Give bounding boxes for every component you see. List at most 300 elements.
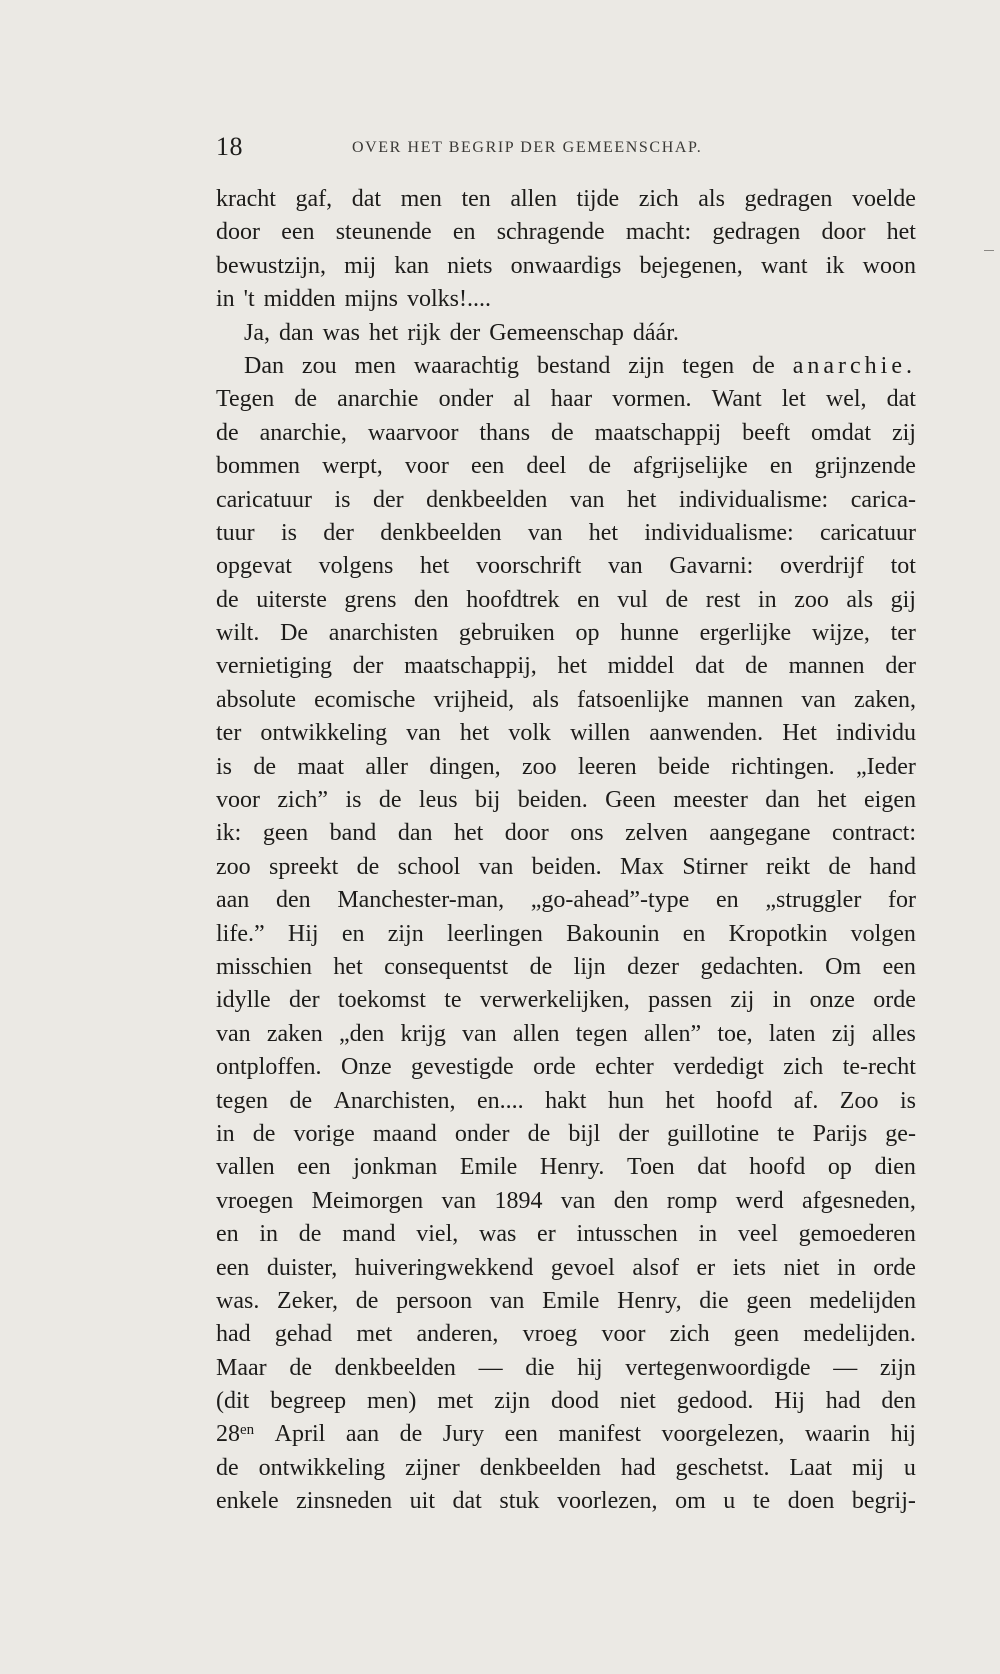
word: ontploffen. xyxy=(216,1054,322,1081)
word: bestand xyxy=(537,352,611,379)
word: Henry. xyxy=(539,1154,605,1181)
word: alles xyxy=(871,1020,916,1047)
text-line xyxy=(216,717,916,750)
word: „den xyxy=(339,1020,385,1047)
word: ik xyxy=(825,252,845,279)
word: de xyxy=(527,1120,551,1147)
word: allen” xyxy=(643,1020,702,1047)
word: anarchisten xyxy=(328,620,439,647)
word: mij xyxy=(851,1454,884,1481)
word: zoo xyxy=(216,853,251,880)
word: is xyxy=(334,486,351,513)
word: men) xyxy=(367,1388,417,1415)
word: het xyxy=(886,219,916,246)
word: niet xyxy=(783,1254,820,1281)
word: Onze xyxy=(340,1054,392,1081)
word: Gemeenschap xyxy=(489,319,624,346)
word: was. xyxy=(216,1287,260,1314)
word: vrijheid, xyxy=(433,686,515,713)
word: der xyxy=(323,519,354,546)
word: denkbeelden xyxy=(479,1454,601,1481)
word: want xyxy=(760,252,808,279)
word: hoofd xyxy=(716,1087,773,1114)
word: volgen xyxy=(850,920,916,947)
word: dan xyxy=(397,820,433,847)
word: Manchester-man, xyxy=(337,887,505,914)
word: contract: xyxy=(832,820,916,847)
word: maatschappij, xyxy=(404,653,537,680)
text-line xyxy=(216,1051,916,1084)
word: caricatuur xyxy=(820,519,916,546)
word: Jury xyxy=(442,1421,485,1448)
word: der xyxy=(885,653,916,680)
text-line xyxy=(216,951,916,984)
word: onwaardigs xyxy=(510,252,622,279)
word: dat xyxy=(695,653,725,680)
word: ons xyxy=(570,820,604,847)
word: denkbeelden xyxy=(380,519,502,546)
word: in xyxy=(216,286,235,313)
word: een xyxy=(281,219,315,246)
word: carica- xyxy=(850,486,916,513)
word: te-recht xyxy=(842,1054,916,1081)
word: Meimorgen xyxy=(311,1187,424,1214)
text-line xyxy=(216,183,916,216)
word: en xyxy=(341,920,365,947)
word: voelde xyxy=(851,186,916,212)
word: hunne xyxy=(620,620,679,647)
word: overdrijf xyxy=(779,553,864,580)
word: kracht xyxy=(216,186,276,212)
word: hoofd xyxy=(749,1154,806,1181)
word: Stirner xyxy=(682,853,748,880)
word: leus xyxy=(418,787,458,814)
word: voor xyxy=(601,1321,646,1348)
word: schragende xyxy=(496,219,605,246)
word: het xyxy=(420,553,450,580)
word: eigen xyxy=(864,787,916,814)
text-line xyxy=(216,751,916,784)
word: Ja, xyxy=(244,319,270,346)
word: de xyxy=(216,419,239,446)
word: van xyxy=(607,553,643,580)
word: de xyxy=(289,1087,313,1114)
word: verdedigt xyxy=(673,1054,764,1081)
word: vorige xyxy=(293,1120,355,1147)
word: is xyxy=(345,787,362,814)
text-line xyxy=(216,1151,916,1184)
word: in xyxy=(216,1120,235,1147)
word: vernietiging xyxy=(216,653,332,680)
word: guillotine xyxy=(667,1120,760,1147)
word: Emile xyxy=(459,1154,518,1181)
word: in xyxy=(757,586,777,613)
page-number: 18 xyxy=(216,132,243,161)
word: de xyxy=(550,419,574,446)
word: werpt, xyxy=(322,453,383,480)
text-line xyxy=(216,918,916,951)
word: mij xyxy=(344,252,377,279)
word: de xyxy=(745,653,768,680)
word: de xyxy=(253,753,277,780)
word: orde xyxy=(873,1254,916,1281)
text-line xyxy=(216,1318,916,1351)
word: Kropotkin xyxy=(728,920,828,947)
margin-mark xyxy=(984,250,994,251)
text-line xyxy=(216,450,916,483)
word: tegen xyxy=(575,1020,628,1047)
word: en.... xyxy=(477,1087,524,1114)
word: voor xyxy=(216,787,260,814)
word: men xyxy=(354,352,396,379)
word: duister, xyxy=(266,1254,338,1281)
word: idylle xyxy=(216,987,271,1014)
word: u xyxy=(903,1454,916,1481)
word: bommen xyxy=(216,453,300,480)
word: — xyxy=(833,1354,858,1381)
word: bejegenen, xyxy=(639,252,743,279)
word: Gavarni: xyxy=(669,553,754,580)
text-line xyxy=(216,216,916,249)
word: op xyxy=(827,1154,852,1181)
text-line xyxy=(216,650,916,683)
word: mannen xyxy=(788,653,865,680)
word: enkele xyxy=(216,1488,279,1515)
word: der xyxy=(352,653,384,680)
word: zaken, xyxy=(853,686,916,713)
word: ontwikkeling xyxy=(260,720,388,747)
word: misschien xyxy=(216,953,312,980)
word: een xyxy=(297,1154,331,1181)
word: Geen xyxy=(605,787,656,814)
text-line xyxy=(216,1018,916,1051)
word: mannen xyxy=(707,686,784,713)
word: alsof xyxy=(632,1254,679,1281)
word: waarachtig xyxy=(413,352,520,379)
word: ecomische xyxy=(314,686,416,713)
word: ik: xyxy=(216,820,242,847)
word: als xyxy=(532,686,559,713)
text-line xyxy=(216,417,916,450)
word: om xyxy=(675,1488,706,1515)
word: absolute xyxy=(216,686,296,713)
word: doen xyxy=(787,1488,835,1515)
word: gebruiken xyxy=(458,620,555,647)
word: als xyxy=(846,586,874,613)
word: tegen xyxy=(216,1087,268,1114)
word: had xyxy=(620,1454,656,1481)
text-line xyxy=(216,784,916,817)
word: niet xyxy=(619,1388,656,1415)
word: dood xyxy=(550,1388,599,1415)
word: anarchie xyxy=(337,386,419,413)
word: medelijden xyxy=(809,1287,916,1314)
text-line xyxy=(216,517,916,550)
text-line xyxy=(216,484,916,517)
word: werd xyxy=(735,1187,784,1214)
word: romp xyxy=(666,1187,718,1214)
word: in xyxy=(698,1221,718,1248)
word: van xyxy=(406,720,441,747)
text-line xyxy=(216,1452,916,1485)
word: zich xyxy=(669,1321,710,1348)
word: dan xyxy=(279,319,314,346)
word: midden xyxy=(263,286,336,313)
word: der xyxy=(372,486,404,513)
word: April xyxy=(274,1421,326,1448)
word: de xyxy=(355,1287,379,1314)
word: volgens xyxy=(318,553,394,580)
word: men xyxy=(400,186,442,212)
word: toe, xyxy=(717,1020,753,1047)
word: vertegenwoordigde xyxy=(625,1354,811,1381)
word: wel, xyxy=(825,386,867,413)
word: had xyxy=(825,1388,861,1415)
word: zich xyxy=(638,186,679,212)
word: met xyxy=(356,1321,393,1348)
word: rest xyxy=(705,586,741,613)
word: begreep xyxy=(270,1388,347,1415)
word: vroegen xyxy=(216,1187,294,1214)
word: de xyxy=(828,853,851,880)
word: en xyxy=(769,453,793,480)
word: en xyxy=(716,887,739,914)
word: ter xyxy=(216,720,242,747)
word: dat xyxy=(351,186,382,212)
word: ten xyxy=(461,186,491,212)
word: volks!.... xyxy=(407,286,492,313)
word: spreekt xyxy=(269,853,339,880)
running-title: OVER HET BEGRIP DER GEMEENSCHAP. xyxy=(352,139,703,156)
word: Bakounin xyxy=(566,920,660,947)
word: lijn xyxy=(573,953,606,980)
word: zij xyxy=(831,1020,856,1047)
word: volk xyxy=(508,720,551,747)
text-line xyxy=(216,283,916,316)
word: van xyxy=(801,686,836,713)
word: was xyxy=(478,1221,517,1248)
word: hij xyxy=(890,1421,916,1448)
word: hun xyxy=(607,1087,644,1114)
text-line xyxy=(216,1118,916,1151)
word: de xyxy=(289,1354,312,1381)
word: zich” xyxy=(277,787,329,814)
word: beeft xyxy=(742,419,791,446)
word: de xyxy=(216,586,239,613)
word: anarchie, xyxy=(259,419,347,446)
word: tuur xyxy=(216,519,255,546)
word: als xyxy=(698,186,725,212)
text-line xyxy=(216,851,916,884)
word: maatschappij xyxy=(594,419,722,446)
word: al xyxy=(513,386,531,413)
word: van xyxy=(489,1287,525,1314)
word: door xyxy=(216,219,260,246)
text-line xyxy=(216,1485,916,1518)
word: begrij- xyxy=(851,1488,916,1515)
word: tijde xyxy=(576,186,620,212)
word: in xyxy=(837,1254,856,1281)
word: was xyxy=(322,319,360,346)
text-line xyxy=(216,250,916,283)
word: het xyxy=(627,486,657,513)
word: grijnzende xyxy=(814,453,916,480)
word: de xyxy=(399,1421,423,1448)
word: een xyxy=(882,953,916,980)
word: gaf, xyxy=(295,186,333,212)
word: wilt. xyxy=(216,620,260,647)
word: van xyxy=(478,853,514,880)
word: zoo xyxy=(794,586,829,613)
word: vormen. xyxy=(612,386,692,413)
word: die xyxy=(699,1287,729,1314)
word: De xyxy=(280,620,309,647)
word: u xyxy=(723,1488,736,1515)
word: is xyxy=(280,519,297,546)
word: geen xyxy=(746,1287,792,1314)
text-line xyxy=(216,684,916,717)
word: den xyxy=(881,1388,916,1415)
word: is xyxy=(216,753,233,780)
word: middel xyxy=(607,653,675,680)
word: de xyxy=(356,853,380,880)
word: omdat xyxy=(811,419,872,446)
word: dan xyxy=(765,787,800,814)
word: die xyxy=(525,1354,555,1381)
text-line xyxy=(216,550,916,583)
word: te xyxy=(752,1488,771,1515)
word: — xyxy=(478,1354,503,1381)
word: viel, xyxy=(416,1221,459,1248)
word: dat xyxy=(452,1488,482,1515)
word: door xyxy=(504,820,549,847)
body-text xyxy=(216,183,916,1519)
word: gedachten. xyxy=(700,953,804,980)
word: zoo xyxy=(522,753,557,780)
word: stuk xyxy=(499,1488,540,1515)
word: aangegane xyxy=(709,820,811,847)
word: den xyxy=(413,586,449,613)
word: Maar xyxy=(216,1354,267,1381)
word: orde xyxy=(873,987,916,1014)
word: Om xyxy=(825,953,862,980)
word: op xyxy=(575,620,600,647)
word: van xyxy=(216,1020,251,1047)
word: denkbeelden xyxy=(426,486,548,513)
word: ge- xyxy=(885,1120,916,1147)
word: intusschen xyxy=(576,1221,678,1248)
word: de xyxy=(216,1454,239,1481)
word: band xyxy=(329,820,377,847)
word: aan xyxy=(216,887,250,914)
word: voorlezen, xyxy=(556,1488,658,1515)
word: gemoederen xyxy=(798,1221,916,1248)
word: van xyxy=(560,1187,596,1214)
word: caricatuur xyxy=(216,486,312,513)
word: afgrijselijke xyxy=(633,453,748,480)
word: zijn xyxy=(387,920,424,947)
text-line xyxy=(216,350,916,383)
word: Dan xyxy=(244,352,284,379)
word: verwerkelijken, xyxy=(479,987,630,1014)
word: had xyxy=(216,1321,251,1348)
word: gevestigde xyxy=(411,1054,514,1081)
word: opgevat xyxy=(216,553,292,580)
word: orde xyxy=(533,1054,576,1081)
word: te xyxy=(444,987,462,1014)
text-line xyxy=(216,1352,916,1385)
text-line xyxy=(216,383,916,416)
word: voorschrift xyxy=(476,553,582,580)
word: en xyxy=(577,586,600,613)
word: denkbeelden xyxy=(334,1354,456,1381)
word: gedood. xyxy=(676,1388,754,1415)
word: life.” xyxy=(216,920,265,947)
word: Hij xyxy=(774,1388,805,1415)
word: hand xyxy=(869,853,916,880)
word: manifest xyxy=(558,1421,642,1448)
word: macht: xyxy=(625,219,692,246)
word: een xyxy=(216,1254,250,1281)
word: allen xyxy=(510,186,557,212)
word: echter xyxy=(595,1054,654,1081)
word: ter xyxy=(890,620,916,647)
word: school xyxy=(397,853,461,880)
word: den xyxy=(613,1187,649,1214)
word: $28^{en}$ xyxy=(216,1421,255,1448)
word: rijk xyxy=(407,319,441,346)
word: passen xyxy=(648,987,713,1014)
word: leerlingen xyxy=(446,920,543,947)
word: beiden. xyxy=(517,787,588,814)
word: tot xyxy=(890,553,916,580)
word: het xyxy=(557,653,587,680)
word: er xyxy=(537,1221,556,1248)
word: geen xyxy=(733,1321,780,1348)
word: een xyxy=(470,453,505,480)
text-line xyxy=(216,1085,916,1118)
word: der xyxy=(288,987,320,1014)
word: beiden. xyxy=(531,853,602,880)
word: 't xyxy=(243,286,255,313)
word: uit xyxy=(409,1488,435,1515)
text-line xyxy=(216,1418,916,1451)
word: dat xyxy=(697,1154,727,1181)
word: zinsneden xyxy=(296,1488,393,1515)
word: het xyxy=(333,953,363,980)
word: gevoel xyxy=(550,1254,615,1281)
word: bijl xyxy=(568,1120,601,1147)
word: dat xyxy=(886,386,916,413)
word: en xyxy=(216,1221,239,1248)
word: Het xyxy=(782,720,817,747)
word: de xyxy=(294,386,318,413)
word: zij xyxy=(730,987,755,1014)
word: Parijs xyxy=(812,1120,868,1147)
word: de xyxy=(588,453,612,480)
word: huiveringwekkend xyxy=(354,1254,534,1281)
word: van xyxy=(569,486,605,513)
word: gedragen xyxy=(712,219,801,246)
word: is xyxy=(899,1087,916,1114)
word: de xyxy=(378,787,402,814)
word: zijner xyxy=(405,1454,460,1481)
word: bewustzijn, xyxy=(216,252,326,279)
word: het xyxy=(665,1087,695,1114)
word: de xyxy=(752,352,775,379)
word: met xyxy=(437,1388,474,1415)
word: zelven xyxy=(625,820,688,847)
